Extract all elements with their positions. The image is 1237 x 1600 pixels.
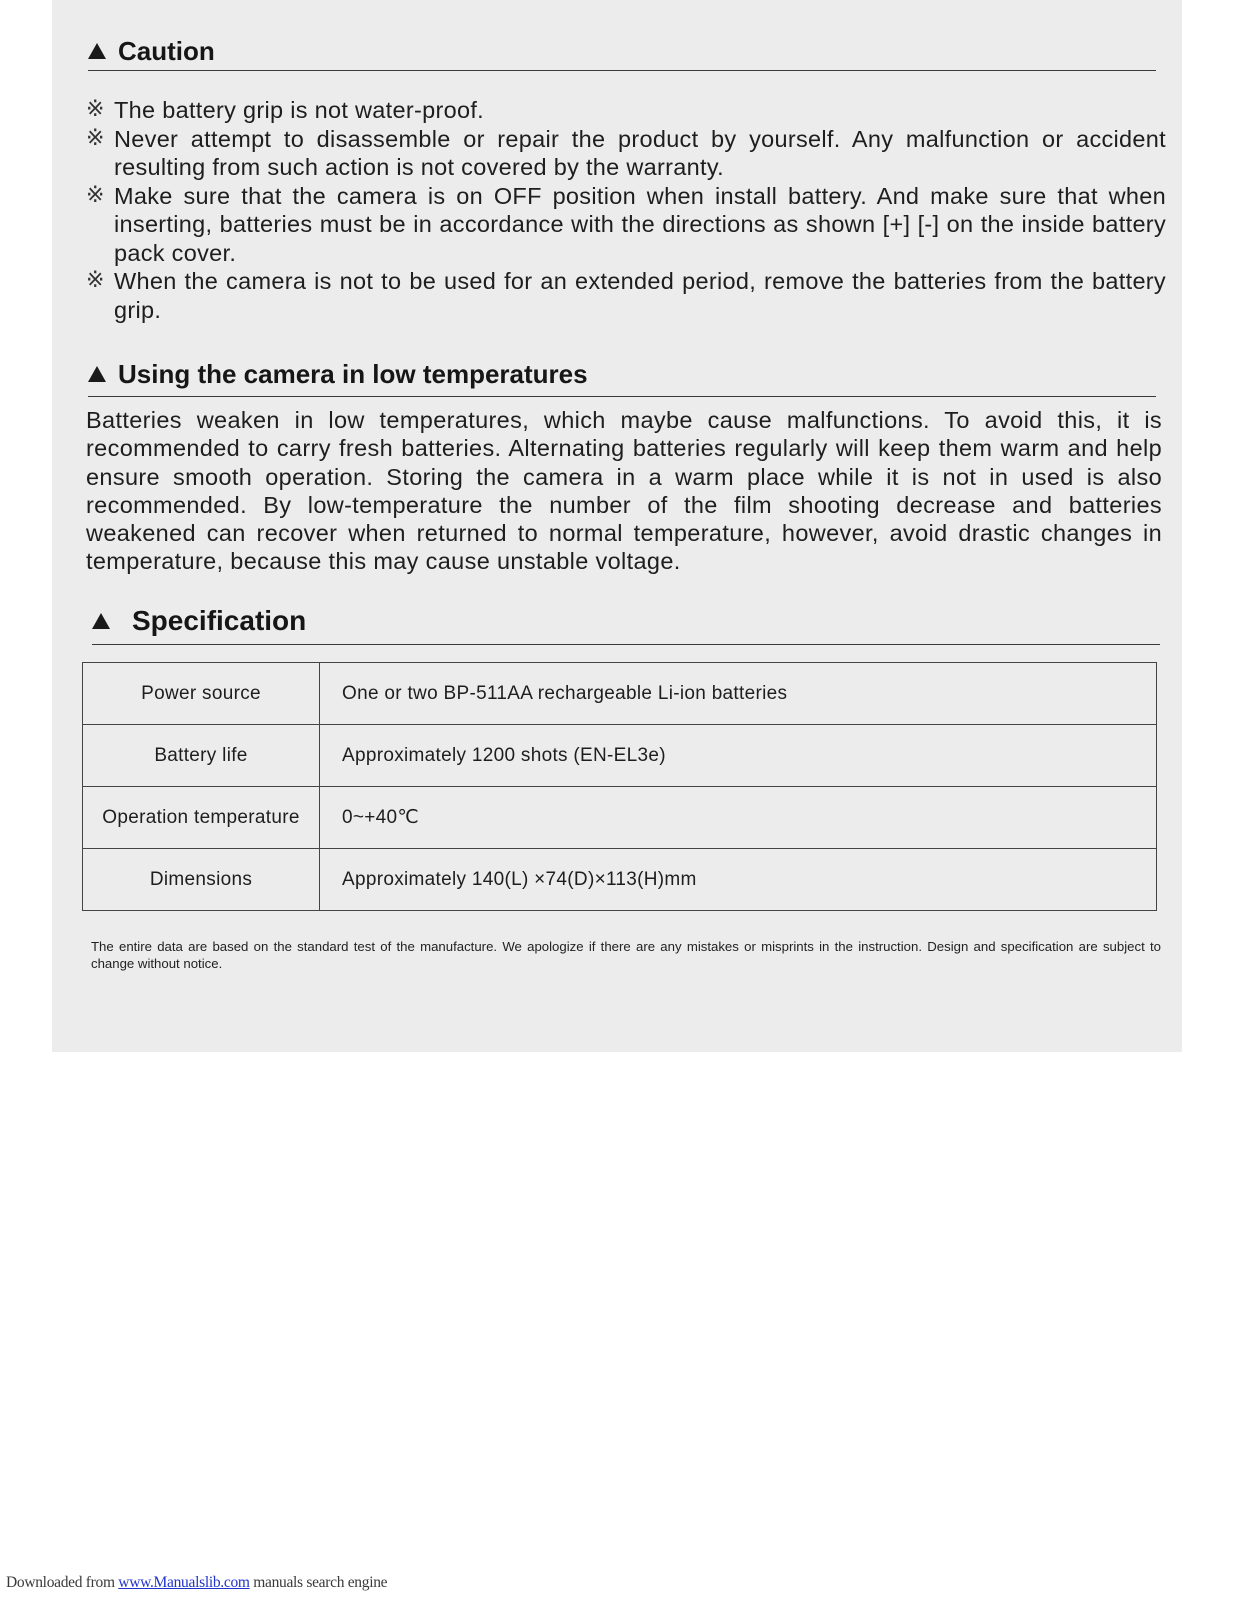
low-temperature-heading-text: Using the camera in low temperatures — [118, 358, 588, 389]
caution-heading-text: Caution — [118, 35, 215, 66]
reference-mark-icon: ※ — [86, 268, 105, 293]
spec-value: Approximately 1200 shots (EN-EL3e) — [320, 725, 1157, 787]
caution-list — [86, 96, 1166, 324]
caution-item — [86, 267, 1166, 324]
footer-prefix: Downloaded from — [6, 1574, 119, 1591]
spec-value: Approximately 140(L) ×74(D)×113(H)mm — [320, 849, 1157, 911]
caution-item-text: Never attempt to disassemble or repair the product by yourself. Any malfunction or accident resulting from such action is not covered by the warranty. — [114, 125, 1166, 180]
specification-table — [82, 662, 1157, 911]
specification-heading — [92, 598, 1160, 645]
download-footer — [6, 1574, 387, 1592]
caution-item-text: Make sure that the camera is on OFF position when install battery. And make sure that when inserting, batteries must be in accordance with the directions as shown [+] [-] on the inside battery pack cover. — [114, 182, 1166, 266]
caution-item — [86, 182, 1166, 268]
table-row — [83, 787, 1157, 849]
reference-mark-icon: ※ — [86, 97, 105, 122]
specification-heading-text: Specification — [132, 605, 307, 636]
reference-mark-icon: ※ — [86, 125, 105, 151]
spec-label: Operation temperature — [83, 787, 320, 849]
caution-item-text: When the camera is not to be used for an extended period, remove the batteries from the battery grip. — [114, 268, 1166, 323]
triangle-bullet-icon — [92, 613, 110, 629]
table-row — [83, 849, 1157, 911]
low-temperature-paragraph: Batteries weaken in low temperatures, which maybe cause malfunctions. To avoid this, it is recommended to carry fresh batteries. Alternating batteries regularly will keep them warm and help ensure smooth operation. Storing the camera in a warm place while it is not in used is also recommended. By low-temperature the number of the film shooting decrease and batteries weakened can recover when returned to normal temperature, however, avoid drastic changes in temperature, because this may cause unstable voltage. — [86, 407, 1162, 575]
spec-label: Power source — [83, 663, 320, 725]
spec-label: Battery life — [83, 725, 320, 787]
caution-heading — [88, 32, 1156, 71]
disclaimer-footnote: The entire data are based on the standard test of the manufacture. We apologize if there are any mistakes or misprints in the instruction. Design and specification are subject to change without notice. — [91, 939, 1161, 971]
spec-label: Dimensions — [83, 849, 320, 911]
caution-item — [86, 96, 1166, 125]
spec-value: One or two BP-511AA rechargeable Li-ion batteries — [320, 663, 1157, 725]
table-row — [83, 725, 1157, 787]
reference-mark-icon: ※ — [86, 182, 105, 208]
caution-item-text: The battery grip is not water-proof. — [114, 97, 484, 123]
spec-value: 0~+40℃ — [320, 787, 1157, 849]
triangle-bullet-icon — [88, 43, 106, 59]
table-row — [83, 663, 1157, 725]
footer-suffix: manuals search engine — [249, 1574, 388, 1591]
caution-item — [86, 125, 1166, 182]
triangle-bullet-icon — [88, 366, 106, 382]
low-temperature-heading — [88, 352, 1156, 397]
manualslib-link[interactable]: www.Manualslib.com — [118, 1574, 250, 1591]
